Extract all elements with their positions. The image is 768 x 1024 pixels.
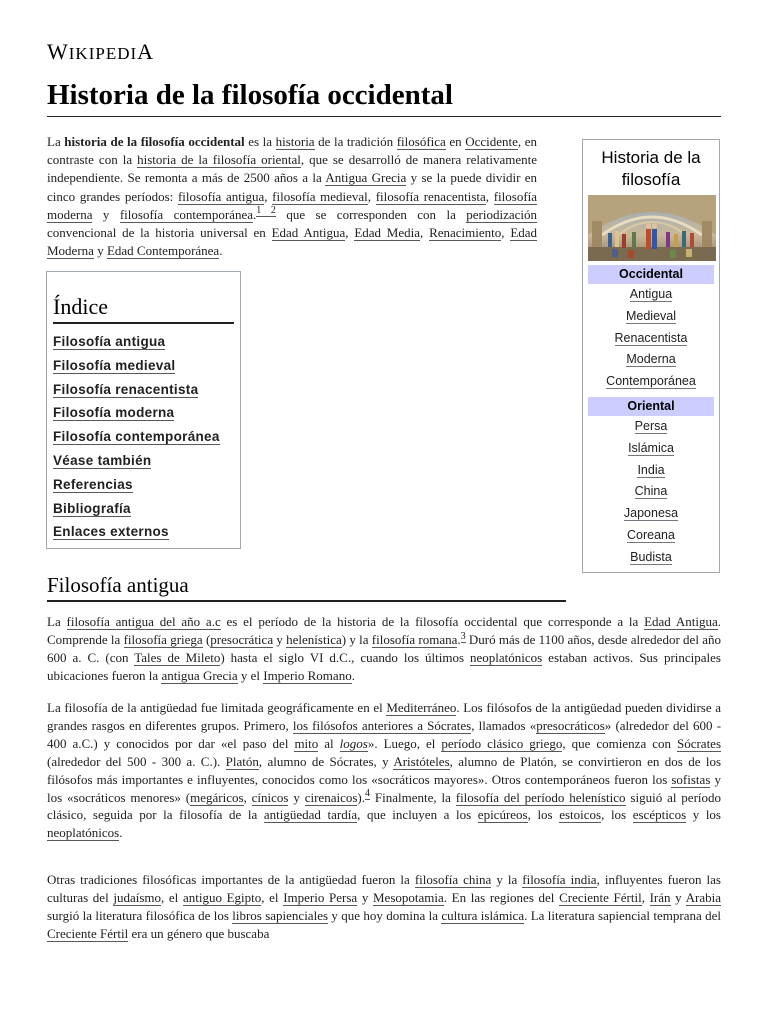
infobox-link[interactable]: Moderna (626, 352, 676, 367)
toc-link[interactable]: Filosofía antigua (53, 334, 166, 349)
text-run: y (670, 889, 686, 905)
article-link[interactable]: cirenaicos (304, 789, 358, 805)
text-run: surgió la literatura filosófica de los (47, 907, 233, 923)
text-run: de la tradición (314, 134, 397, 149)
text-run: y (357, 889, 373, 905)
text-run: , (367, 188, 376, 204)
text-run: es la (244, 134, 276, 149)
article-link[interactable]: filosofía antigua del año a.c (66, 614, 221, 629)
article-link[interactable]: judaísmo (113, 889, 162, 905)
article-link[interactable]: Renacimiento (429, 225, 502, 241)
article-link[interactable]: sofistas (671, 771, 711, 787)
article-link[interactable]: antiguo Egipto (182, 889, 262, 905)
text-run: ». Luego, el (367, 735, 442, 751)
text-run: y la (491, 872, 523, 887)
toc-link[interactable]: Filosofía contemporánea (53, 429, 220, 445)
article-link[interactable]: neoplatónicos (47, 825, 120, 841)
infobox-header-oriental: Oriental (588, 397, 714, 416)
reference-link[interactable]: 3 (460, 630, 466, 642)
page-title: Historia de la filosofía occidental (47, 76, 721, 117)
article-link[interactable]: megáricos (190, 789, 244, 805)
infobox-title: Historia de la filosofía (601, 148, 701, 189)
article-link[interactable]: filosofía renacentista (375, 188, 486, 204)
text-run: . (351, 667, 355, 683)
paragraph-1 (47, 613, 721, 685)
text-run: y (93, 243, 107, 259)
article-link[interactable]: neoplatónicos (469, 649, 543, 665)
article-link[interactable]: Antigua Grecia (325, 170, 407, 186)
article-link[interactable]: logos (339, 735, 368, 751)
text-run: y el (237, 667, 264, 683)
infobox-list-item[interactable] (583, 503, 719, 525)
infobox-list-item[interactable] (583, 306, 719, 328)
text-run: . (457, 631, 461, 647)
infobox-list-item[interactable] (583, 328, 719, 350)
text-run: es el período de la historia de la filosofía occidental que corresponde a la (220, 614, 645, 629)
text-run: ) hasta el siglo VI d.C., cuando los últimos (220, 649, 470, 665)
toc-item[interactable] (53, 449, 234, 473)
text-run: La (47, 134, 65, 149)
text-run: , los (601, 807, 633, 823)
text-run: , (345, 225, 355, 241)
article-link[interactable]: filosofía moderna (47, 188, 538, 222)
text-run: , que se desarrolló de manera relativamente independiente. Se remonta a más de 2500 años a la (47, 152, 537, 186)
article-link[interactable]: epicúreos (477, 807, 528, 823)
article-link[interactable]: presocráticos (536, 717, 605, 733)
infobox-link[interactable]: Persa (634, 418, 668, 433)
text-run: , (641, 889, 650, 905)
text-run: y se la puede dividir en cinco grandes períodos: (47, 170, 538, 204)
toc-link[interactable]: Filosofía medieval (53, 357, 176, 373)
article-link[interactable]: Sócrates (676, 735, 722, 751)
text-run: Otras tradiciones filosóficas importantes de la antigüedad fueron la (47, 872, 415, 887)
toc-item[interactable] (53, 354, 234, 378)
text-run: . (219, 243, 223, 259)
infobox-list-item[interactable] (583, 525, 719, 547)
toc-link[interactable]: Filosofía moderna (53, 405, 175, 421)
infobox-link[interactable]: Antigua (629, 287, 673, 301)
infobox-list-item[interactable] (583, 284, 719, 306)
text-run: La (47, 614, 67, 629)
section-heading-filosofia-antigua: Filosofía antigua (47, 571, 566, 602)
article-link[interactable]: cultura islámica (441, 907, 525, 923)
article-link[interactable]: Mesopotamia (372, 889, 444, 905)
wordmark-a: A (137, 39, 155, 64)
article-link[interactable]: Creciente Fértil (47, 925, 129, 941)
text-run: al (318, 735, 340, 751)
article-link[interactable]: filosofía griega (123, 631, 203, 647)
bold-term: historia de la filosofía occidental (64, 134, 245, 149)
text-run: » (alrededor del 600 - 400 a.C.) y conocidos por dar «el paso del (47, 717, 722, 751)
infobox-list-item[interactable] (583, 349, 719, 371)
text-run: que se corresponden con la (275, 206, 467, 222)
text-run: y que hoy domina la (328, 907, 442, 923)
toc-title: Índice (53, 294, 234, 324)
article-link[interactable]: Irán (649, 889, 671, 905)
text-run: ( (202, 631, 211, 647)
infobox-link[interactable]: Medieval (625, 308, 677, 323)
text-run: , (485, 188, 494, 204)
paragraph-3 (47, 871, 721, 943)
article-link[interactable]: historia (275, 134, 315, 149)
infobox-list-occidental (583, 284, 719, 393)
article-link[interactable]: libros sapienciales (232, 907, 329, 923)
text-run: era un género que buscaba (128, 925, 270, 941)
reference-link[interactable]: 4 (365, 788, 371, 800)
article-link[interactable]: presocrática (210, 631, 274, 647)
article-link[interactable]: Platón (225, 753, 259, 769)
article-link[interactable]: cínicos (251, 789, 289, 805)
article-link[interactable]: filosofía del período helenístico (455, 789, 626, 805)
article-link[interactable]: historia de la filosofía oriental (137, 152, 301, 168)
article-link[interactable]: filosofía china (414, 872, 492, 887)
article-link[interactable]: filosofía india (522, 872, 597, 887)
article-link[interactable]: Edad Media (354, 225, 421, 241)
text-run: , que incluyen a los (357, 807, 478, 823)
infobox-list-item[interactable] (583, 481, 719, 503)
infobox-link[interactable]: Renacentista (614, 330, 688, 345)
text-run: , (264, 188, 273, 204)
toc-item[interactable] (53, 401, 234, 425)
text-run: , (420, 225, 430, 241)
infobox-link[interactable]: Japonesa (623, 506, 679, 521)
infobox-list-item[interactable] (583, 547, 719, 569)
text-run: siguió al período clásico, seguida por la filosofía de la (47, 789, 722, 823)
text-run: . Los filósofos de la antigüedad pueden dividirse a grandes rasgos en diferentes grupos. Primero, (47, 700, 721, 733)
toc-item[interactable] (53, 497, 234, 521)
infobox-link[interactable]: China (634, 484, 668, 499)
toc-list (53, 330, 234, 544)
toc-link[interactable]: Véase también (53, 452, 152, 468)
toc-link[interactable]: Enlaces externos (53, 524, 169, 540)
reference-link[interactable]: 1 2 (256, 205, 276, 217)
article-link[interactable]: estoicos (559, 807, 602, 823)
infobox-list-oriental (583, 416, 719, 569)
article-link[interactable]: Creciente Fértil (559, 889, 642, 905)
text-run: , llamados « (471, 717, 537, 733)
text-run: estaban activos. Sus principales ubicaciones fueron la (47, 649, 721, 683)
toc-item[interactable] (53, 378, 234, 402)
article-link[interactable]: Edad Antigua (644, 614, 718, 629)
infobox-link[interactable]: Contemporánea (606, 374, 696, 389)
article-link[interactable]: filosofía antigua (177, 188, 265, 204)
infobox-link[interactable]: Islámica (628, 440, 674, 455)
text-run: y los «socráticos menores» ( (47, 771, 721, 805)
infobox-navigation (582, 139, 720, 573)
toc-item[interactable] (53, 330, 234, 354)
text-run: , alumno de Platón, se convirtieron en dos de los filósofos más importantes e influyentes, conocidos como los «socráticos mayores». Otros contemporáneos fueron los (47, 753, 722, 787)
text-run: (alrededor del 500 - 300 a. C.). (47, 753, 226, 769)
table-of-contents (46, 271, 241, 549)
text-run: , influyentes fueron las culturas del (47, 872, 721, 905)
text-run: , el (261, 889, 284, 905)
toc-item[interactable] (53, 520, 234, 544)
text-run: . La literatura sapiencial temprana del (524, 907, 721, 923)
text-run: , que comienza con (562, 735, 677, 751)
article-link[interactable]: antigüedad tardía (263, 807, 358, 823)
text-run: , (243, 789, 252, 805)
text-run: , los (527, 807, 560, 823)
article-link[interactable]: Occidente (465, 134, 518, 149)
infobox-list-item[interactable] (583, 371, 719, 393)
article-link[interactable]: filosófica (396, 134, 446, 149)
text-run: Finalmente, la (370, 789, 456, 805)
article-link[interactable]: Arabia (685, 889, 721, 905)
infobox-link[interactable]: Coreana (627, 527, 675, 542)
infobox-link[interactable]: Budista (630, 549, 672, 564)
text-run: . (253, 206, 257, 222)
infobox-list-item[interactable] (583, 460, 719, 482)
infobox-link[interactable]: India (637, 462, 665, 477)
article-link[interactable]: Edad Contemporánea (106, 243, 220, 259)
article-link[interactable]: escépticos (632, 807, 687, 823)
article-link[interactable]: los filósofos anteriores a Sócrates (292, 717, 472, 733)
article-link[interactable]: Edad Moderna (47, 225, 538, 259)
article-link[interactable]: Imperio Romano (263, 667, 352, 683)
text-run: y (288, 789, 305, 805)
article-link[interactable]: Imperio Persa (283, 889, 358, 905)
text-run: convencional de la historia universal en (47, 225, 272, 241)
article-link[interactable]: filosofía medieval (272, 188, 368, 204)
text-run: ) y la (341, 631, 372, 647)
wikipedia-wordmark[interactable] (47, 39, 154, 65)
article-link[interactable]: helenística (286, 631, 342, 647)
infobox-list-item[interactable] (583, 416, 719, 438)
toc-link[interactable]: Filosofía renacentista (53, 381, 199, 397)
toc-item[interactable] (53, 425, 234, 449)
text-run: Duró más de 1100 años, desde alrededor del año 600 a. C. (con (47, 631, 721, 665)
text-run: . (119, 825, 123, 841)
text-run: , el (161, 889, 183, 905)
text-run: ). (357, 789, 366, 805)
article-link[interactable]: Mediterráneo (386, 700, 457, 715)
toc-item[interactable] (53, 473, 234, 497)
toc-link[interactable]: Bibliografía (53, 500, 131, 516)
article-link[interactable]: antigua Grecia (161, 667, 238, 683)
article-link[interactable]: período clásico griego (441, 735, 563, 751)
text-run: en (445, 134, 466, 149)
article-link[interactable]: filosofía romana (371, 631, 458, 647)
article-link[interactable]: Edad Antigua (271, 225, 346, 241)
text-run: , (501, 225, 511, 241)
text-run: La filosofía de la antigüedad fue limitada geográficamente en el (47, 700, 387, 715)
article-link[interactable]: Aristóteles (393, 753, 450, 769)
text-run: y (92, 206, 120, 222)
text-run: . Comprende la (47, 614, 721, 647)
intro-paragraph (47, 133, 537, 260)
text-run: . En las regiones del (443, 889, 560, 905)
school-of-athens-image[interactable] (588, 195, 716, 261)
infobox-list-item[interactable] (583, 438, 719, 460)
paragraph-2 (47, 699, 721, 842)
text-run: , alumno de Sócrates, y (258, 753, 394, 769)
wordmark-w: W (47, 39, 69, 64)
article-link[interactable]: mito (294, 735, 319, 751)
article-link[interactable]: filosofía contemporánea (119, 206, 253, 222)
text-run: , en contraste con la (47, 134, 537, 168)
wordmark-rest: IKIPEDI (68, 44, 138, 63)
text-run: y (273, 631, 287, 647)
text-run: y los (686, 807, 721, 823)
article-link[interactable]: Tales de Mileto (134, 649, 221, 665)
infobox-header-occidental: Occidental (588, 265, 714, 284)
article-link[interactable]: periodización (466, 206, 538, 222)
toc-link[interactable]: Referencias (53, 476, 133, 492)
